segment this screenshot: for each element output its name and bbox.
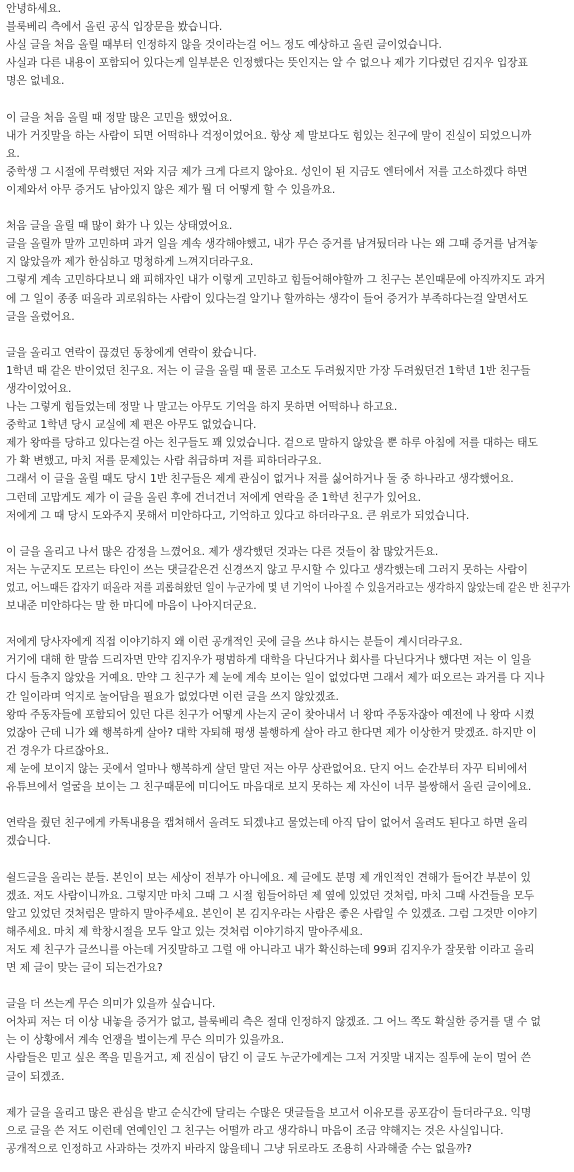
paragraph-gap — [6, 90, 570, 108]
paragraph — [6, 217, 570, 326]
text-line: 중학생 그 시절에 무력했던 저와 지금 제가 크게 다르지 않아요. 성인이 된 지금도 엔터에서 저를 고소하겠다 하면 — [6, 164, 528, 178]
text-line: 글이 되겠죠. — [6, 1069, 65, 1083]
text-line: 저도 제 친구가 글쓰니를 아는데 거짓말하고 그럴 애 아니라고 내가 확신하는데 99퍼 김지우가 잘못함 이라고 올리 — [6, 942, 535, 956]
text-line: 블룩베리 측에서 올린 공식 입장문을 봤습니다. — [6, 20, 223, 34]
text-line: 글을 올렸어요. — [6, 309, 75, 323]
text-line: 이 글을 올리고 나서 많은 감정을 느꼈어요. 제가 생각했던 것과는 다른 것들이 참 많았거든요. — [6, 544, 439, 558]
text-line: 공개적으로 인정하고 사과하는 것까지 바라지 않을테니 그냥 뒤로라도 조용히 사과해줄 수는 없을까? — [6, 1141, 472, 1155]
text-line: 건 경우가 다르잖아요. — [6, 743, 109, 757]
paragraph — [6, 109, 570, 199]
paragraph-gap — [6, 850, 570, 868]
text-line: 이제와서 아무 증거도 남아있지 않은 제가 뭘 더 어떻게 할 수 있을까요. — [6, 182, 336, 196]
paragraph-gap — [6, 977, 570, 995]
text-line: 생각이었어요. — [6, 381, 72, 395]
text-line: 사실과 다른 내용이 포함되어 있다는게 일부분은 인정했다는 뜻인지는 알 수 없으나 제가 기다렸던 김지우 입장표 — [6, 56, 528, 70]
text-line: 제가 글을 올리고 많은 관심을 받고 순식간에 달리는 수많은 댓글들을 보고서 이유모를 공포감이 들더라구요. 익명 — [6, 1105, 532, 1119]
text-line: 면 제 글이 맞는 글이 되는건가요? — [6, 960, 163, 974]
text-line: 그래서 이 글을 올릴 때도 당시 1반 친구들은 제게 관심이 없거나 저를 싫어하거나 둘 중 하나라고 생각했어요. — [6, 472, 514, 486]
paragraph-gap — [6, 525, 570, 543]
text-line: 거기에 대해 한 말씀 드리자면 만약 김지우가 평범하게 대학을 다닌다거나 회사를 다닌다거나 했다면 저는 이 일을 — [6, 653, 532, 667]
text-line: 겠죠. 저도 사람이니까요. 그렇지만 마치 그때 그 시절 힘들어하던 제 옆에 있었던 것처럼, 마치 그때 사건들을 모두 — [6, 888, 535, 902]
text-line: 글을 올리고 연락이 끊겼던 동창에게 연락이 왔습니다. — [6, 345, 257, 359]
text-line: 사람들은 믿고 싶은 쪽을 믿을거고, 제 진심이 담긴 이 글도 누군가에게는 그저 거짓말 내지는 질투에 눈이 멀어 쓴 — [6, 1051, 531, 1065]
paragraph — [6, 869, 570, 978]
text-line: 었고, 어느때든 갑자기 떠올라 저를 괴롭혀왔던 일이 누군가에 몇 년 기억이 나아질 수 있을거라고는 생각하지 않았는데 같은 반 친구가 — [6, 581, 570, 594]
text-line: 알고 있었던 것처럼은 말하지 말아주세요. 본인이 본 김지우라는 사람은 좋은 사람일 수 있겠죠. 그럼 그것만 이야기 — [6, 906, 538, 920]
text-line: 저에게 당사자에게 직접 이야기하지 왜 이런 공개적인 곳에 글을 쓰냐 하시는 분들이 계시더라구요. — [6, 635, 463, 649]
text-line: 글을 올릴까 말까 고민하며 과거 일을 계속 생각해야했고, 내가 무슨 증거를 남겨뒀더라 나는 왜 그때 증거를 남겨놓 — [6, 237, 538, 251]
text-line: 글을 더 쓰는게 무슨 의미가 있을까 싶습니다. — [6, 997, 216, 1011]
text-line: 유튜브에서 얼굴을 보이는 그 친구때문에 미디어도 마음대로 보지 못하는 제 자신이 너무 불쌍해서 올린 글이에요. — [6, 780, 532, 794]
text-line: 연락을 줬던 친구에게 카톡내용을 캡쳐해서 올려도 되겠냐고 물었는데 아직 답이 없어서 올려도 된다고 하면 올리 — [6, 816, 528, 830]
text-line: 으로 글을 쓴 저도 이런데 연예인인 그 친구는 어떨까 라고 생각하니 마음이 조금 약해지는 것은 사실입니다. — [6, 1123, 504, 1137]
paragraph — [6, 0, 570, 90]
text-line: 왕따 주동자들에 포함되어 있던 다른 친구가 어떻게 사는지 굳이 찾아내서 너 왕따 주동자잖아 예전에 나 왕따 시켰 — [6, 707, 535, 721]
paragraph — [6, 344, 570, 525]
text-line: 다시 들추지 않았을 거예요. 만약 그 친구가 제 눈에 계속 보이는 일이 없었다면 그래서 제가 떠오르는 과거를 다 지나 — [6, 671, 545, 685]
text-line: 처음 글을 올릴 때 많이 화가 나 있는 상태였어요. — [6, 219, 233, 233]
text-line: 간 일이라며 억지로 눌어담을 필요가 없었다면 이런 글을 쓰지 않았겠죠. — [6, 689, 339, 703]
paragraph — [6, 633, 570, 796]
text-line: 어차피 저는 더 이상 내놓을 증거가 없고, 블룩베리 측은 절대 인정하지 않겠죠. 그 어느 쪽도 확실한 증거를 댈 수 없 — [6, 1015, 541, 1029]
text-line: 사실 글을 처음 올릴 때부터 인정하지 않을 것이라는걸 어느 정도 예상하고 올린 글이었습니다. — [6, 38, 442, 52]
paragraph-gap — [6, 199, 570, 217]
paragraph — [6, 1104, 570, 1158]
paragraph — [6, 995, 570, 1085]
text-line: 었잖아 근데 니가 왜 행복하게 살아? 대학 자퇴해 평생 불행하게 살아 라고 한다면 제가 이상한거 맞겠죠. 하지만 이 — [6, 725, 537, 739]
paragraph-gap — [6, 326, 570, 344]
text-line: 는 이 상황에서 계속 언쟁을 벌이는게 무슨 의미가 있을까요. — [6, 1033, 284, 1047]
text-line: 쉴드글을 올리는 분들. 본인이 보는 세상이 전부가 아니에요. 제 글에도 분명 제 개인적인 견해가 들어간 부분이 있 — [6, 870, 531, 884]
paragraph-gap — [6, 1086, 570, 1104]
text-line: 보내준 미안하다는 말 한 마디에 마음이 나아지더군요. — [6, 599, 257, 613]
text-line: 그렇게 계속 고민하다보니 왜 피해자인 내가 이렇게 고민하고 힘들어해야할까 그 친구는 본인때문에 아직까지도 과거 — [6, 273, 546, 287]
text-line: 안녕하세요. — [6, 2, 61, 15]
paragraph-gap — [6, 615, 570, 633]
paragraph-gap — [6, 796, 570, 814]
text-line: 제 눈에 보이지 않는 곳에서 얼마나 행복하게 살던 말던 저는 아무 상관없어요. 단지 어느 순간부터 자꾸 티비에서 — [6, 761, 528, 775]
text-line: 내가 거짓말을 하는 사람이 되면 어떡하나 걱정이었어요. 항상 제 말보다도 힘있는 친구에 말이 진실이 되었으니까 — [6, 128, 532, 142]
text-line: 제가 왕따를 당하고 있다는걸 아는 친구들도 꽤 있었습니다. 겉으로 말하지 않았을 뿐 하루 아침에 저를 대하는 태도 — [6, 436, 538, 450]
text-line: 지 않았을까 제가 한심하고 멍청하게 느껴지더라구요. — [6, 255, 254, 269]
text-line: 에 그 일이 종종 떠올라 괴로워하는 사람이 있다는걸 알기나 할까하는 생각이 들어 증거가 부족하다는걸 알면서도 — [6, 291, 528, 305]
text-line: 이 글을 처음 올릴 때 정말 많은 고민을 했었어요. — [6, 110, 233, 124]
text-line: 가 확 변했고, 마치 저를 문제있는 사람 취급하며 저를 피하더라구요. — [6, 454, 322, 468]
text-line: 저에게 그 때 당시 도와주지 못해서 미안하다고, 기억하고 있다고 하더라구요. 큰 위로가 되었습니다. — [6, 508, 470, 522]
paragraph — [6, 814, 570, 850]
text-line: 저는 누군지도 모르는 타인이 쓰는 댓글같은건 신경쓰지 않고 무시할 수 있다고 생각했는데 그러지 못하는 사람이 — [6, 562, 528, 576]
text-line: 그런데 고맙게도 제가 이 글을 올린 후에 건너건너 저에게 연락을 준 1학년 친구가 있어요. — [6, 490, 421, 504]
text-line: 겠습니다. — [6, 834, 51, 848]
text-line: 요. — [6, 146, 20, 160]
text-line: 명은 없네요. — [6, 74, 65, 88]
text-line: 나는 그렇게 힘들었는데 정말 나 말고는 아무도 기억을 하지 못하면 어떡하나 하고요. — [6, 400, 398, 414]
paragraph — [6, 543, 570, 615]
text-line: 중학교 1학년 당시 교실에 제 편은 아무도 없었습니다. — [6, 418, 257, 432]
text-line: 해주세요. 마치 제 학창시절을 모두 알고 있는 것처럼 이야기하지 말아주세요. — [6, 924, 363, 938]
text-line: 1학년 때 같은 반이었던 친구요. 저는 이 글을 올릴 때 물론 고소도 두려웠지만 가장 두려웠던건 1학년 1반 친구들 — [6, 363, 531, 377]
